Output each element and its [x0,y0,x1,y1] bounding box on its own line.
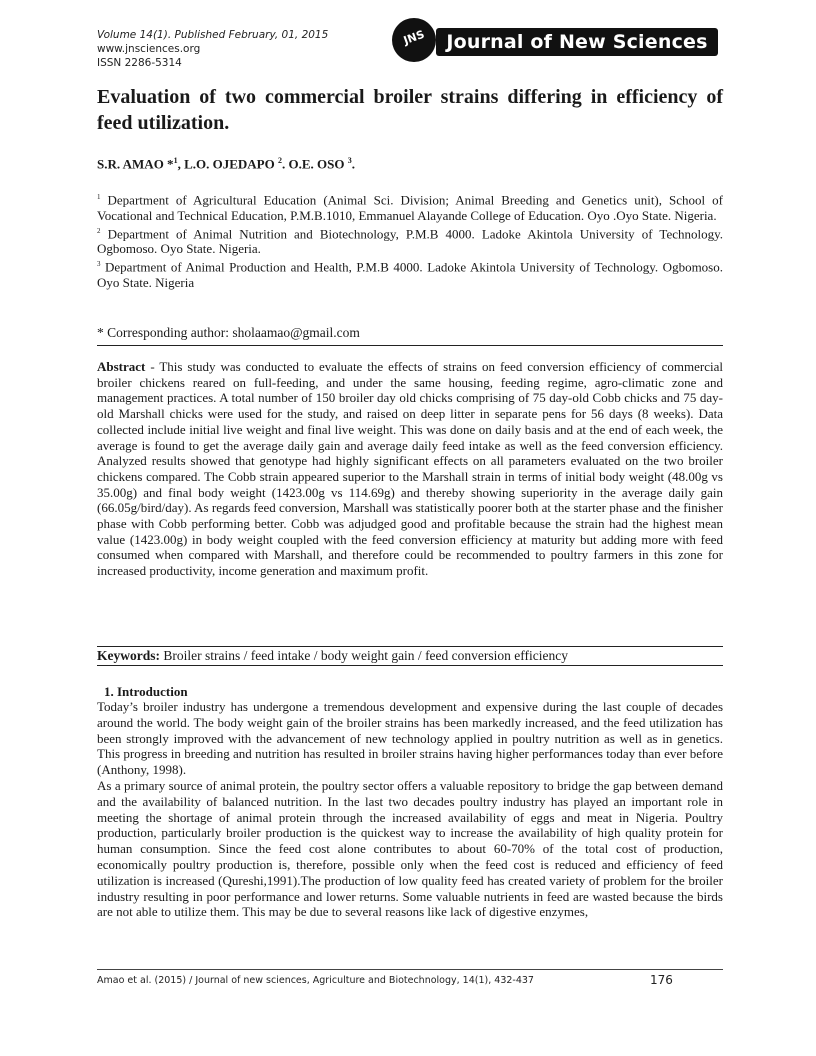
paper-title: Evaluation of two commercial broiler strains differing in efficiency of feed utilization. [97,86,723,134]
intro-paragraph-2: As a primary source of animal protein, the poultry sector offers a valuable repository to bridge the gap between demand and the availability of balanced nutrition. In the last two decades poultry industry has played an important role in meeting the shortage of animal protein through the increased availability of eggs and meat in Nigeria. Poultry production, particularly broiler production is the quickest way to increase the availability of high quality protein for human consumption. Since the feed cost alone contributes to about 60-70% of the total cost of production, economically poultry production is, therefore, possible only when the feed cost is reduced and efficiency of feed utilization is increased (Qureshi,1991).The production of low quality feed has created variety of problem for the broiler industry resulting in poor performance and lower returns. Some valuable nutrients in feed are wasted because the birds are not able to utilize them. This may be due to several reasons like lack of digestive enzymes, [97,777,723,920]
author-list [97,156,723,172]
affiliation-number: 3 [97,260,101,269]
corresponding-author: * Corresponding author: sholaamao@gmail.com [97,325,360,340]
affiliations [97,190,723,291]
affiliation-1 [97,190,723,224]
author-2-affil: 2 [277,156,282,165]
author-3: . O.E. OSO [281,156,348,172]
affiliation-number: 1 [97,193,101,201]
issn: ISSN 2286-5314 [97,57,182,69]
section-heading-introduction: 1. Introduction [104,684,188,699]
divider [97,646,723,647]
journal-meta [97,28,328,70]
logo-badge-text: JNS [401,27,427,48]
author-3-affil: 3 [347,156,352,165]
journal-logo [392,18,722,64]
keywords-label: Keywords: [97,648,160,663]
abstract [97,359,723,579]
page-number: 176 [650,973,673,987]
affiliation-number: 2 [97,226,101,235]
author-list-end: . [351,156,355,172]
introduction-body [97,699,723,920]
divider [97,665,723,666]
footer-citation: Amao et al. (2015) / Journal of new sciences, Agriculture and Biotechnology, 14(1), 432-437 [97,975,534,986]
affiliation-text: Department of Animal Nutrition and Biotechnology, P.M.B 4000. Ladoke Akintola University of Technology. Ogbomoso. Oyo State. Nigeria. [97,225,723,257]
logo-badge [392,18,436,62]
keywords [97,648,723,664]
author-1-affil: 1 [173,156,178,165]
logo-title: Journal of New Sciences [436,28,718,56]
keywords-text: Broiler strains / feed intake / body weight gain / feed conversion efficiency [160,648,568,663]
affiliation-2 [97,224,723,258]
author-2: , L.O. OJEDAPO [177,156,278,172]
intro-paragraph-1: Today’s broiler industry has undergone a tremendous development and expensive during the last couple of decades around the world. The body weight gain of the broiler strains has been markedly increased, and the feed utilization has been strongly improved with the advancement of new technology applied in poultry nutrition as well as in genetics. This progress in breeding and nutrition has resulted in broiler strains having higher performances today than ever before (Anthony, 1998). [97,699,723,778]
author-1: S.R. AMAO * [97,156,174,172]
abstract-text: - This study was conducted to evaluate the effects of strains on feed conversion efficiency of commercial broiler chickens reared on full-feeding, and under the same housing, feeding regime, agro-climatic zone and management practices. A total number of 150 broiler day old chicks comprising of 75 day-old Cobb chicks and 75 day-old Marshall chicks were used for the study, and raised on deep litter in separate pens for 56 days (8 weeks). Data collected include initial live weight and final live weight. This was done on daily basis and at the end of each week, the average is found to get the average daily gain and average daily feed intake as well as the feed conversion efficiency. Analyzed results showed that genotype had highly significant effects on all parameters evaluated on the two broiler chickens compared. The Cobb strain appeared superior to the Marshall strain in terms of initial body weight (48.00g vs 35.00g) and final body weight (1423.00g vs 114.69g) and thereby showing superiority in the average daily gain (66.05g/bird/day). As regards feed conversion, Marshall was statistically poorer both at the starter phase and the finisher phase with Cobb performing better. Cobb was adjudged good and profitable because the strain had the highest mean value (1423.00g) in body weight coupled with the feed conversion efficiency at maturity but adding more with feed consumed when compared with Marshall, and therefore could be recommended to poultry farmers in this zone for increased productivity, income generation and maximum profit. [97,359,723,579]
page-footer [97,975,723,986]
affiliation-3 [97,257,723,291]
abstract-label: Abstract [97,359,146,374]
divider [97,345,723,346]
volume-line: Volume 14(1). Published February, 01, 2015 [97,29,329,41]
affiliation-text: Department of Agricultural Education (Animal Sci. Division; Animal Breeding and Genetics unit), School of Vocational and Technical Education, P.M.B.1010, Emmanuel Alayande College of Education. Oyo .Oyo State. Nigeria. [97,192,723,223]
affiliation-text: Department of Animal Production and Health, P.M.B 4000. Ladoke Akintola University of Technology. Ogbomoso. Oyo State. Nigeria [97,259,723,290]
footer-divider [97,969,723,970]
journal-website[interactable]: www.jnsciences.org [97,43,201,55]
